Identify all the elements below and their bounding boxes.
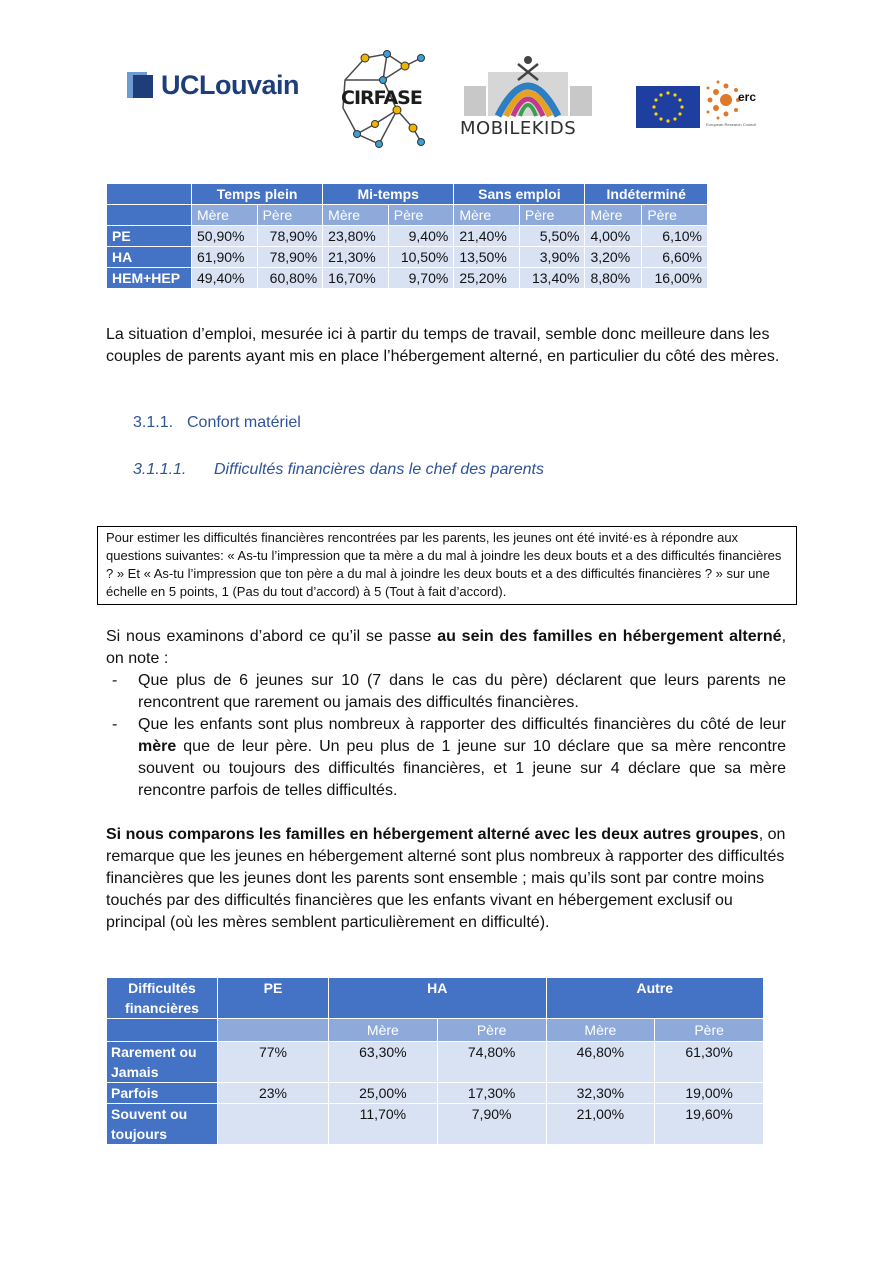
table-group-header: Sans emploi: [454, 184, 585, 205]
table-cell: 6,10%: [642, 226, 708, 247]
table-subheader: Mère: [329, 1019, 438, 1042]
table-subheader: Mère: [192, 205, 258, 226]
text-span: Si nous examinons d’abord ce qu’il se passe: [106, 628, 438, 645]
table-cell: 6,60%: [642, 247, 708, 268]
table-group-header: PE: [218, 978, 329, 1019]
table-cell: 9,40%: [388, 226, 454, 247]
uclouvain-mark-icon: [127, 72, 155, 100]
dash-bullet: -: [112, 672, 118, 689]
table-cell: 3,20%: [585, 247, 642, 268]
table-cell: 50,90%: [192, 226, 258, 247]
table-cell: 61,90%: [192, 247, 258, 268]
table-cell: 46,80%: [546, 1042, 655, 1083]
dash-bullet: -: [112, 716, 118, 733]
table-subheader: Mère: [323, 205, 389, 226]
table-subheader: Mère: [585, 205, 642, 226]
section-heading: [133, 414, 301, 432]
table-subheader-empty: [218, 1019, 329, 1042]
table-cell: 21,40%: [454, 226, 520, 247]
table-cell: 19,60%: [655, 1104, 764, 1145]
table-cell: 10,50%: [388, 247, 454, 268]
table-subheader-row: [107, 205, 708, 226]
table-header-row: [107, 184, 708, 205]
table-cell: 49,40%: [192, 268, 258, 289]
table-cell: 23%: [218, 1083, 329, 1104]
table-cell: 7,90%: [437, 1104, 546, 1145]
list-item-text: Que plus de 6 jeunes sur 10 (7 dans le cas du père) déclarent que leurs parents ne rencontrent que rarement ou jamais des difficultés financières.: [138, 672, 786, 711]
table-cell: 16,70%: [323, 268, 389, 289]
table-group-header: Temps plein: [192, 184, 323, 205]
table-subheader: Père: [655, 1019, 764, 1042]
mobilekids-wordmark: MOBILEKIDS: [460, 118, 577, 139]
row-label: Souvent ou toujours: [107, 1104, 218, 1145]
erc-subtitle: European Research Council: [706, 122, 757, 127]
table-row: [107, 226, 708, 247]
paragraph-employment: La situation d’emploi, mesurée ici à partir du temps de travail, semble donc meilleure dans les couples de parents ayant mis en place l’hébergement alterné, en particulier du côté des mères.: [106, 326, 780, 365]
table-cell: 78,90%: [257, 247, 323, 268]
findings-list: [106, 670, 786, 802]
row-label: PE: [107, 226, 192, 247]
table-cell: 19,00%: [655, 1083, 764, 1104]
bold-text: au sein des familles en hébergement alterné: [437, 628, 782, 645]
table-cell: 13,40%: [519, 268, 585, 289]
mobilekids-arch-icon: [458, 52, 598, 118]
table-corner-cell: [107, 1019, 218, 1042]
list-item-text: que de leur père. Un peu plus de 1 jeune sur 10 déclare que sa mère rencontre souvent ou toujours des difficultés financières, et 1 jeune sur 4 déclare que sa mère rencontre parfois de telles difficultés.: [138, 738, 786, 799]
eu-flag-logo: [636, 86, 700, 128]
table-cell: 74,80%: [437, 1042, 546, 1083]
table-cell: 63,30%: [329, 1042, 438, 1083]
table-corner-cell: Difficultés financières: [107, 978, 218, 1019]
table-cell: 77%: [218, 1042, 329, 1083]
table-cell: 5,50%: [519, 226, 585, 247]
table-cell: 4,00%: [585, 226, 642, 247]
table-subheader: Père: [257, 205, 323, 226]
method-note-box: Pour estimer les difficultés financières rencontrées par les parents, les jeunes ont été invité·es à répondre aux questions suivantes: « As-tu l’impression que ta mère a du mal à joindre les deux bouts et a des difficultés financières ? » Et « As-tu l’impression que ton père a du mal à joindre les deux bouts et a des difficultés financières ? » sur une échelle en 5 points, 1 (Pas du tout d’accord) à 5 (Tout à fait d’accord).: [97, 526, 797, 605]
table-cell: 61,30%: [655, 1042, 764, 1083]
paragraph-comparison: [106, 824, 786, 934]
table-cell: 21,00%: [546, 1104, 655, 1145]
table-cell: 11,70%: [329, 1104, 438, 1145]
table-cell: 25,00%: [329, 1083, 438, 1104]
table-subheader: Père: [437, 1019, 546, 1042]
table-cell: 8,80%: [585, 268, 642, 289]
table-header-row: [107, 978, 764, 1019]
row-label: HEM+HEP: [107, 268, 192, 289]
cirfase-wordmark: CIRFASE: [341, 87, 422, 109]
bold-text: mère: [138, 738, 177, 755]
erc-dots-icon: [704, 78, 768, 122]
section-number: 3.1.1.: [133, 414, 174, 431]
table-group-header: HA: [329, 978, 547, 1019]
table-cell: 9,70%: [388, 268, 454, 289]
table-cell: 78,90%: [257, 226, 323, 247]
table-corner-cell: [107, 205, 192, 226]
table-group-header: Autre: [546, 978, 764, 1019]
table-subheader: Père: [519, 205, 585, 226]
row-label: HA: [107, 247, 192, 268]
table-cell: 21,30%: [323, 247, 389, 268]
paragraph-alternating: [106, 626, 786, 670]
uclouvain-logo: [127, 70, 299, 101]
text-span: , on note :: [106, 628, 787, 667]
employment-table: [106, 183, 708, 289]
row-label: Parfois: [107, 1083, 218, 1104]
table-row: [107, 1042, 764, 1083]
list-item-text: Que les enfants sont plus nombreux à rapporter des difficultés financières du côté de leur: [138, 716, 786, 733]
table-row: [107, 247, 708, 268]
table-cell: 16,00%: [642, 268, 708, 289]
table-subheader: Mère: [546, 1019, 655, 1042]
subsection-number: 3.1.1.1.: [133, 461, 187, 478]
mobilekids-logo: [458, 52, 598, 144]
row-label: Rarement ou Jamais: [107, 1042, 218, 1083]
text-span: , on remarque que les jeunes en hébergement alterné sont plus nombreux à rapporter des difficultés financières que les jeunes dont les parents sont ensemble ; mais qu’ils sont par contre moins touchés par des difficultés financières que les enfants vivant en hébergement exclusif ou principal (où les mères semblent particulièrement en difficulté).: [106, 826, 786, 931]
list-item: [106, 670, 786, 714]
table-group-header: Indéterminé: [585, 184, 708, 205]
table-cell: 25,20%: [454, 268, 520, 289]
erc-logo: [704, 78, 768, 142]
list-item: [106, 714, 786, 802]
table-cell: 60,80%: [257, 268, 323, 289]
table-cell: 23,80%: [323, 226, 389, 247]
table-cell: [218, 1104, 329, 1145]
subsection-heading: [133, 461, 544, 479]
financial-difficulties-table: [106, 977, 764, 1145]
table-cell: 17,30%: [437, 1083, 546, 1104]
erc-wordmark: erc: [738, 90, 757, 104]
cirfase-logo: [335, 50, 433, 150]
section-title: Confort matériel: [187, 414, 301, 431]
table-cell: 32,30%: [546, 1083, 655, 1104]
table-group-header: Mi-temps: [323, 184, 454, 205]
table-subheader-row: [107, 1019, 764, 1042]
table-cell: 3,90%: [519, 247, 585, 268]
table-row: [107, 1083, 764, 1104]
table-subheader: Père: [642, 205, 708, 226]
uclouvain-wordmark: UCLouvain: [161, 70, 300, 100]
table-corner-cell: [107, 184, 192, 205]
subsection-title: Difficultés financières dans le chef des parents: [214, 461, 544, 478]
table-subheader: Mère: [454, 205, 520, 226]
table-subheader: Père: [388, 205, 454, 226]
eu-flag-icon: [636, 86, 700, 128]
table-row: [107, 1104, 764, 1145]
table-cell: 13,50%: [454, 247, 520, 268]
bold-text: Si nous comparons les familles en hébergement alterné avec les deux autres groupes: [106, 826, 759, 843]
table-row: [107, 268, 708, 289]
